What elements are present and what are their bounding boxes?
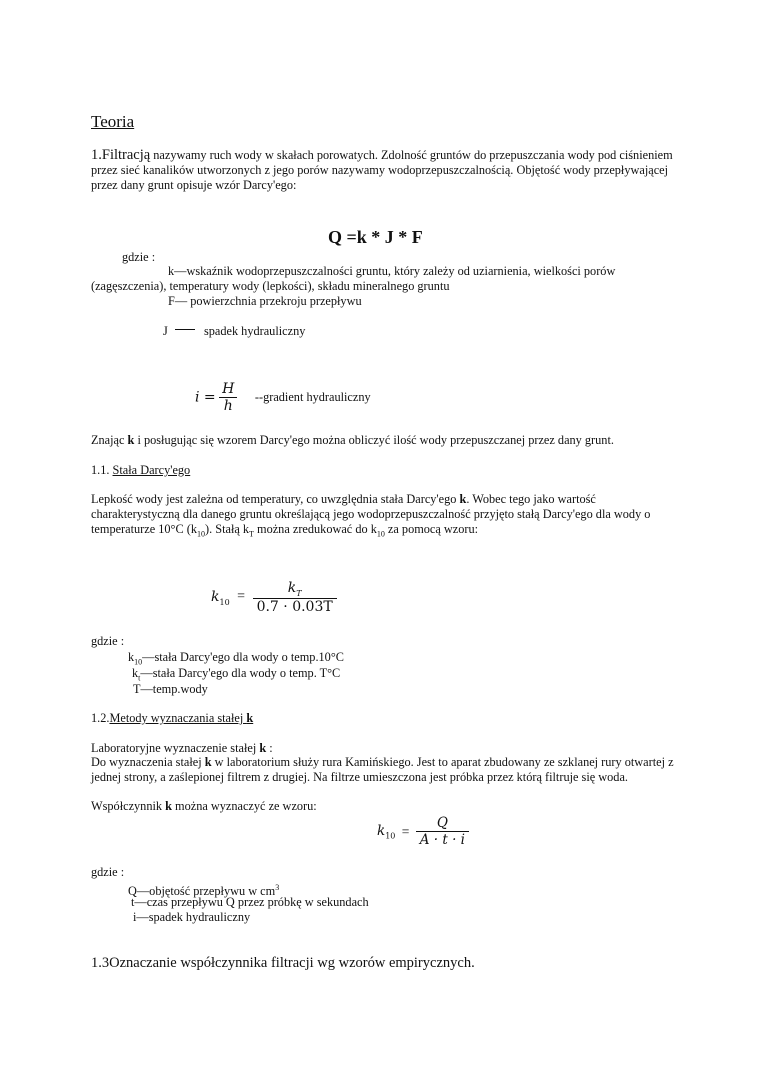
i-definition: i—spadek hydrauliczny xyxy=(133,910,251,924)
section-1-3-heading: 1.3Oznaczanie współczynnika filtracji wg wzorów empirycznych. xyxy=(91,955,475,971)
viscosity-p2: . Wobec tego jako wartość charakterystyczną dla danego gruntu określającą jego wodoprzepuszczalność przyjęto stałą Darcy'ego dla wody o temperaturze 10°C (k xyxy=(91,492,651,536)
knowing-paragraph xyxy=(91,433,614,448)
lab-heading-pre: Laboratoryjne wyznaczenie stałej xyxy=(91,741,260,755)
where-label-3: gdzie : xyxy=(91,865,125,879)
k-definition-line-2: (zagęszczenia), temperatury wody (lepkości), składu mineralnego gruntu xyxy=(91,279,450,293)
f-definition: F— powierzchnia przekroju przepływu xyxy=(168,294,362,308)
viscosity-paragraph xyxy=(91,492,681,541)
kt-def-sub: t xyxy=(138,673,141,683)
section-1-2-heading xyxy=(91,711,253,726)
viscosity-sub10: 10 xyxy=(196,529,205,539)
k10-lhs-k: k xyxy=(211,588,220,605)
k10-denominator: 0.7 · 0.03T xyxy=(253,598,337,615)
gradient-numerator: H xyxy=(222,381,235,397)
viscosity-k: k xyxy=(459,492,467,506)
viscosity-p5: za pomocą wzoru: xyxy=(384,522,479,536)
k10b-lhs-k: k xyxy=(377,822,386,839)
k10-lhs xyxy=(211,589,230,605)
gradient-fraction xyxy=(219,381,237,414)
lab-p-pre: Do wyznaczenia stałej xyxy=(91,755,205,769)
viscosity-p3: ). Stałą k xyxy=(204,522,250,536)
k10-num-sub: T xyxy=(296,588,302,598)
section-1-2-k: k xyxy=(246,711,254,725)
k10-def-text: —stała Darcy'ego dla wody o temp.10°C xyxy=(142,650,344,664)
coef-post: można wyznaczyć ze wzoru: xyxy=(171,799,317,813)
coefficient-line xyxy=(91,799,317,814)
coef-k: k xyxy=(165,799,172,813)
section-1-number: 1. xyxy=(91,147,102,163)
k10b-denominator: A · t · i xyxy=(416,831,469,848)
section-1-paragraph xyxy=(91,148,681,193)
lab-heading-k: k xyxy=(259,741,267,755)
q-def-sup: 3 xyxy=(275,883,280,892)
section-1-1-title: Stała Darcy'ego xyxy=(112,463,191,477)
k10b-numerator: Q xyxy=(436,815,448,831)
page-title: Teoria xyxy=(91,112,135,131)
kt-def-text: —stała Darcy'ego dla wody o temp. T°C xyxy=(140,666,341,680)
gradient-denominator: h xyxy=(219,397,237,414)
coef-pre: Współczynnik xyxy=(91,799,166,813)
k10-numerator xyxy=(253,580,337,598)
lab-heading-post: : xyxy=(266,741,273,755)
knowing-pre: Znając xyxy=(91,433,128,447)
section-1-2-title-text: Metody wyznaczania stałej xyxy=(109,711,247,725)
viscosity-p1: Lepkość wody jest zależna od temperatury, co uwzględnia stała Darcy'ego xyxy=(91,492,460,506)
where-label-2: gdzie : xyxy=(91,634,125,648)
viscosity-p4: można zredukować do k xyxy=(253,522,377,536)
lab-p-post: w laboratorium służy rura Kamińskiego. Jest to aparat zbudowany ze szklanej rury otwartej z jednej strony, a zaślepionej filtrem z drugiej. Na filtrze umieszczona jest próbka przez którą filtruje się woda. xyxy=(91,755,674,784)
viscosity-subT: T xyxy=(249,529,254,539)
knowing-k: k xyxy=(127,433,135,447)
k10-lhs-sub: 10 xyxy=(219,597,230,607)
k-definition-line: k—wskaźnik wodoprzepuszczalności gruntu, który zależy od uziarnienia, wielkości porów xyxy=(168,264,616,278)
j-symbol: J xyxy=(163,324,168,338)
gradient-formula xyxy=(195,381,371,414)
k10-equals: = xyxy=(237,589,246,605)
section-1-2-title xyxy=(109,711,253,725)
darcy-formula: Q =k * J * F xyxy=(328,227,423,247)
k10-def-k: k xyxy=(128,650,135,664)
section-1-term: Filtracją xyxy=(101,147,151,163)
k10-def-sub: 10 xyxy=(134,657,143,667)
t-definition: T—temp.wody xyxy=(133,682,208,696)
gradient-text: --gradient hydrauliczny xyxy=(254,390,371,404)
k10-num-k: k xyxy=(287,580,297,596)
lab-paragraph xyxy=(91,755,681,785)
k10b-lhs-sub: 10 xyxy=(385,831,396,841)
k10b-lhs xyxy=(377,823,395,839)
section-1-2-number: 1.2. xyxy=(91,711,110,725)
kt-def-k: k xyxy=(132,666,139,680)
k10-lab-formula xyxy=(377,815,469,848)
section-1-1-heading xyxy=(91,463,190,478)
k10-fraction xyxy=(253,580,337,615)
lab-p-k: k xyxy=(204,755,212,769)
viscosity-sub10b: 10 xyxy=(376,529,385,539)
j-dash xyxy=(175,329,195,330)
k10b-fraction xyxy=(416,815,469,848)
k10b-equals: = xyxy=(401,823,410,839)
k10-reduction-formula xyxy=(211,580,337,615)
section-1-text: nazywamy ruch wody w skałach porowatych. Zdolność gruntów do przepuszczania wody pod ciśnieniem przez sieć kanalików utworzonych z jego porów nazywamy wodoprzepuszczalnością. Objętość wody przepływającej przez dany grunt opisuje wzór Darcy'ego: xyxy=(91,148,673,192)
q-def-text: Q—objętość przepływu w cm xyxy=(128,884,276,899)
j-text: spadek hydrauliczny xyxy=(203,324,306,338)
lab-heading xyxy=(91,741,273,756)
knowing-post: i posługując się wzorem Darcy'ego można obliczyć ilość wody przepuszczanej przez dany grunt. xyxy=(134,433,614,447)
j-definition xyxy=(163,324,305,339)
gradient-lhs: i = xyxy=(195,389,216,406)
section-1-1-number: 1.1. xyxy=(91,463,110,477)
t-time-definition: t—czas przepływu Q przez próbkę w sekundach xyxy=(131,895,369,909)
where-label-1: gdzie : xyxy=(122,250,156,264)
